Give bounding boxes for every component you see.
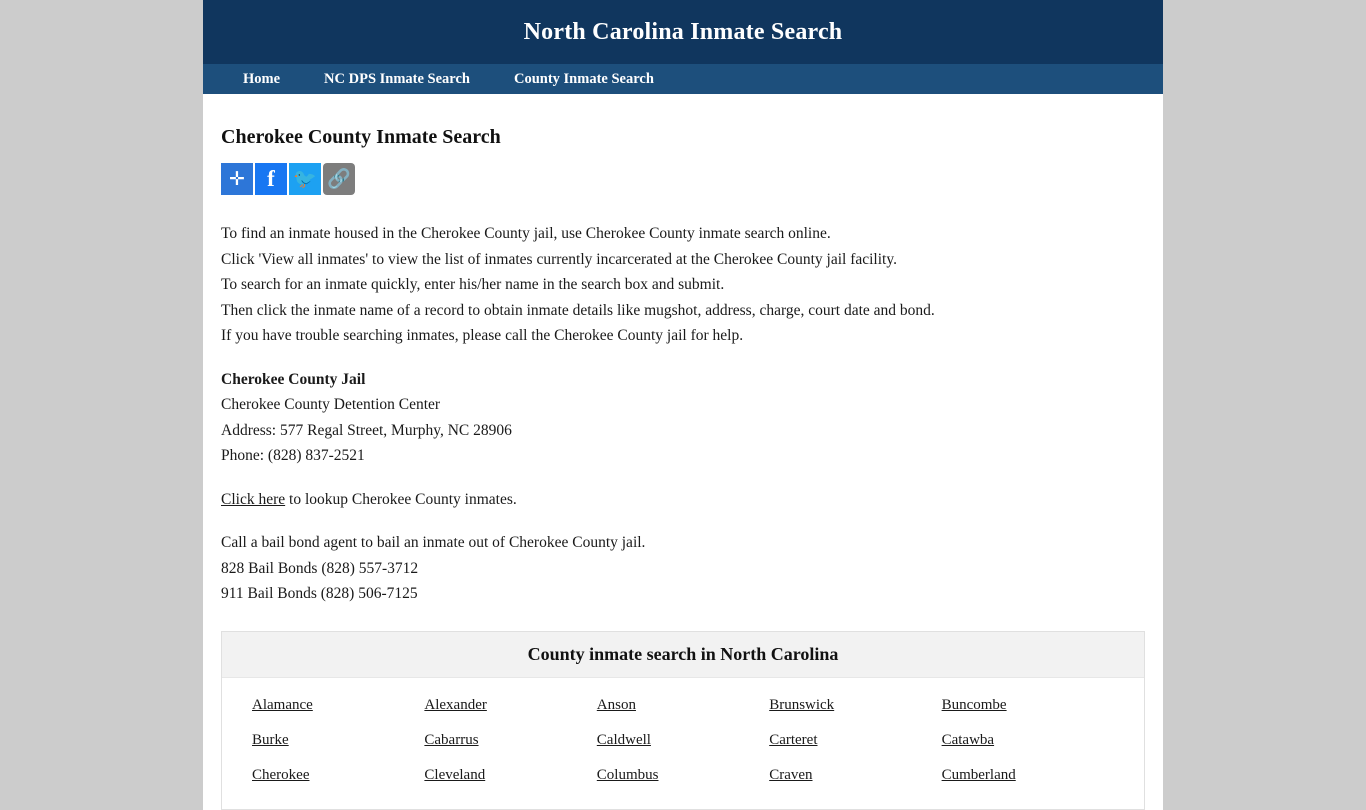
- county-link-burke[interactable]: Burke: [252, 731, 289, 748]
- bail-line-3: 911 Bail Bonds (828) 506-7125: [221, 585, 418, 602]
- addthis-share-icon[interactable]: ✛: [221, 163, 253, 195]
- page-title: Cherokee County Inmate Search: [221, 126, 501, 148]
- nav-item-county-inmate-search[interactable]: County Inmate Search: [513, 71, 654, 87]
- jail-address: Address: 577 Regal Street, Murphy, NC 28906: [221, 421, 512, 439]
- county-search-heading: County inmate search in North Carolina: [222, 632, 1144, 678]
- lookup-line: [221, 487, 1145, 513]
- county-link-anson[interactable]: Anson: [596, 696, 636, 713]
- county-link-cherokee[interactable]: Cherokee: [252, 766, 310, 783]
- county-link-craven[interactable]: Craven: [769, 766, 813, 783]
- share-buttons: [221, 163, 1145, 195]
- jail-name: Cherokee County Jail: [221, 370, 366, 388]
- nav-item-home[interactable]: Home: [243, 71, 281, 87]
- county-link-carteret[interactable]: Carteret: [769, 731, 818, 748]
- county-link-columbus[interactable]: Columbus: [596, 766, 659, 783]
- county-link-alexander[interactable]: Alexander: [424, 696, 487, 713]
- main-content: [203, 94, 1163, 810]
- county-link-buncombe[interactable]: Buncombe: [941, 696, 1007, 713]
- intro-line-3: To search for an inmate quickly, enter his/her name in the search box and submit.: [221, 276, 725, 293]
- twitter-share-icon[interactable]: 🐦: [289, 163, 321, 195]
- intro-line-2: Click 'View all inmates' to view the list of inmates currently incarcerated at the Cherokee County jail facility.: [221, 250, 897, 268]
- county-link-cumberland[interactable]: Cumberland: [941, 766, 1016, 783]
- site-header: [203, 0, 1163, 64]
- facebook-share-icon[interactable]: f: [255, 163, 287, 195]
- main-navigation: [203, 64, 1163, 94]
- intro-text-block: [221, 221, 1145, 607]
- county-links-grid: [222, 678, 1144, 809]
- county-link-caldwell[interactable]: Caldwell: [596, 731, 651, 748]
- jail-facility: Cherokee County Detention Center: [221, 396, 441, 413]
- lookup-rest-text: to lookup Cherokee County inmates.: [285, 490, 517, 508]
- jail-phone: Phone: (828) 837-2521: [221, 447, 365, 464]
- bail-bonds-block: [221, 530, 1145, 607]
- jail-info-block: [221, 367, 1145, 469]
- county-search-box: [221, 631, 1145, 810]
- nav-item-dps-inmate-search[interactable]: NC DPS Inmate Search: [324, 71, 470, 87]
- intro-line-4: Then click the inmate name of a record to obtain inmate details like mugshot, address, charge, court date and bond.: [221, 301, 935, 319]
- county-link-brunswick[interactable]: Brunswick: [769, 696, 835, 713]
- intro-paragraph: [221, 221, 1145, 349]
- county-link-catawba[interactable]: Catawba: [941, 731, 995, 748]
- site-title: North Carolina Inmate Search: [523, 18, 843, 45]
- bail-line-1: Call a bail bond agent to bail an inmate out of Cherokee County jail.: [221, 534, 646, 551]
- bail-line-2: 828 Bail Bonds (828) 557-3712: [221, 559, 419, 577]
- intro-line-1: To find an inmate housed in the Cherokee County jail, use Cherokee County inmate search online.: [221, 225, 831, 242]
- lookup-block: [221, 487, 1145, 513]
- county-link-alamance[interactable]: Alamance: [252, 696, 313, 713]
- copy-link-share-icon[interactable]: 🔗: [323, 163, 355, 195]
- intro-line-5: If you have trouble searching inmates, please call the Cherokee County jail for help.: [221, 327, 744, 344]
- county-link-cleveland[interactable]: Cleveland: [424, 766, 486, 783]
- county-link-cabarrus[interactable]: Cabarrus: [424, 731, 479, 748]
- page-container: [203, 0, 1163, 810]
- inmate-lookup-link[interactable]: Click here: [221, 490, 286, 508]
